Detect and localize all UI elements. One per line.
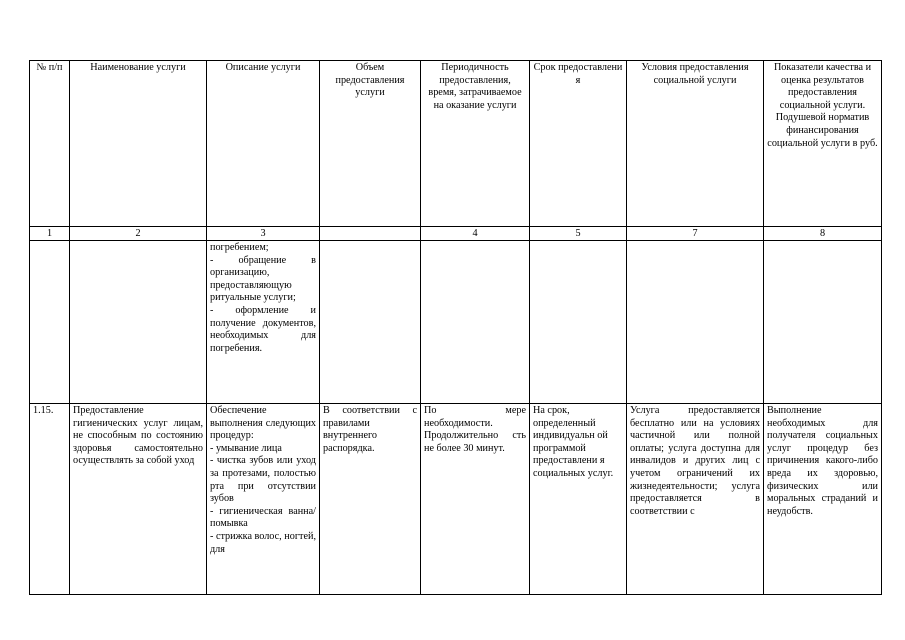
description-line: - обращение в организацию, предоставляющую ритуальные услуги; <box>210 254 316 304</box>
continuation-description <box>207 241 320 404</box>
description-line: Обеспечение выполнения следующих процедур: <box>210 405 316 442</box>
service-name: Предоставление гигиенических услуг лицам, не способным по состоянию здоровья самостоятельно осуществлять за собой уход <box>70 404 207 595</box>
header-conditions: Условия предоставления социальной услуги <box>627 61 764 227</box>
header-description: Описание услуги <box>207 61 320 227</box>
column-number: 7 <box>627 227 764 241</box>
column-number: 8 <box>764 227 882 241</box>
table-row <box>30 404 882 595</box>
service-conditions: Услуга предоставляется бесплатно или на условиях частичной или полной оплаты; услуга доступна для инвалидов и других лиц с учетом ограничений их жизнедеятельности; услуга предоставляется в соответствии с <box>627 404 764 595</box>
description-line: - стрижка волос, ногтей, для <box>210 530 316 555</box>
service-quality: Выполнение необходимых для получателя социальных услуг процедур без причинения какого-либо вреда их здоровью, физических или моральных страданий и неудобств. <box>764 404 882 595</box>
continuation-row <box>30 241 882 404</box>
column-number: 1 <box>30 227 70 241</box>
header-term: Срок предоставлени я <box>530 61 627 227</box>
column-number: 2 <box>70 227 207 241</box>
table-cell <box>70 241 207 404</box>
header-row <box>30 61 882 227</box>
column-number <box>320 227 421 241</box>
table-cell <box>30 241 70 404</box>
description-line: - умывание лица <box>210 442 282 454</box>
table-cell <box>530 241 627 404</box>
description-line: погребением; <box>210 242 269 253</box>
table-cell <box>320 241 421 404</box>
header-service-name: Наименование услуги <box>70 61 207 227</box>
column-number: 4 <box>421 227 530 241</box>
service-term: На срок, определенный индивидуальн ой программой предоставлени я социальных услуг. <box>530 404 627 595</box>
table-cell <box>764 241 882 404</box>
description-line: - гигиеническая ванна/помывка <box>210 505 316 530</box>
table-cell <box>421 241 530 404</box>
service-volume: В соответствии с правилами внутреннего распорядка. <box>320 404 421 595</box>
table-cell <box>627 241 764 404</box>
service-description <box>207 404 320 595</box>
column-number-row <box>30 227 882 241</box>
service-periodicity: По мере необходимости. Продолжительно сть не более 30 минут. <box>421 404 530 595</box>
header-volume: Объем предоставления услуги <box>320 61 421 227</box>
column-number: 3 <box>207 227 320 241</box>
header-periodicity: Периодичность предоставления, время, затрачиваемое на оказание услуги <box>421 61 530 227</box>
description-line: - оформление и получение документов, необходимых для погребения. <box>210 304 316 354</box>
description-line: - чистка зубов или уход за протезами, полостью рта при отсутствии зубов <box>210 455 316 505</box>
column-number: 5 <box>530 227 627 241</box>
row-number: 1.15. <box>30 404 70 595</box>
services-table <box>29 60 882 595</box>
header-number: № п/п <box>30 61 70 227</box>
header-quality: Показатели качества и оценка результатов предоставления социальной услуги. Подушевой норматив финансирования социальной услуги в руб. <box>764 61 882 227</box>
